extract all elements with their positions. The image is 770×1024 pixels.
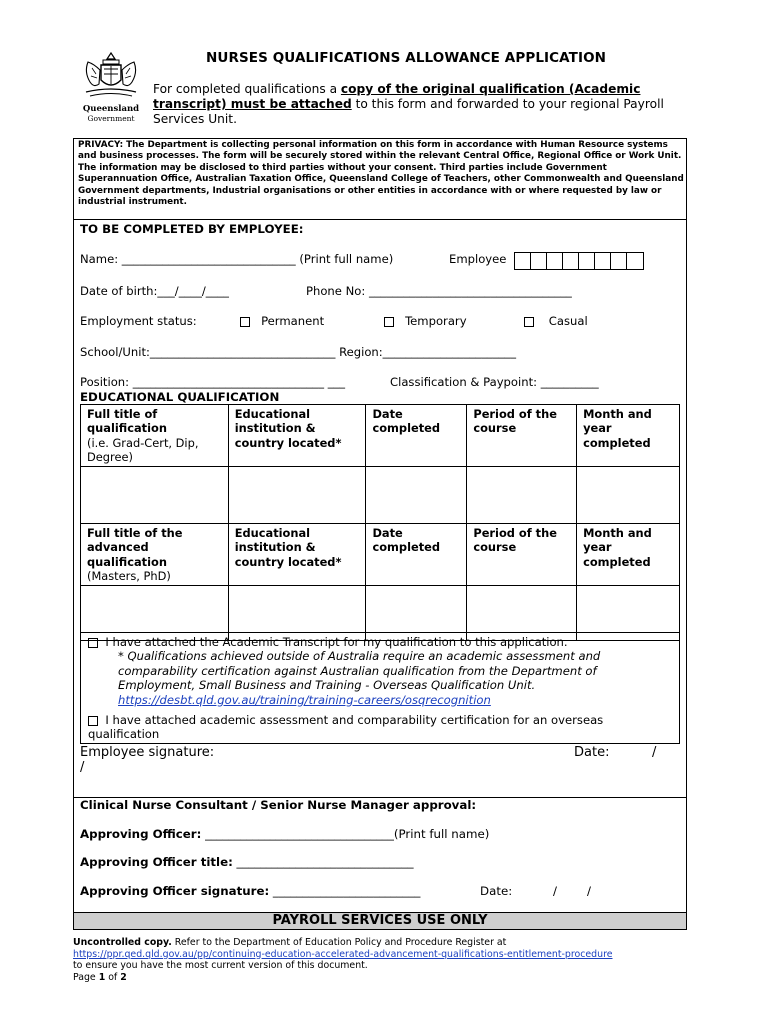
status-permanent-option[interactable]: Permanent (240, 314, 324, 328)
table-header-row (81, 524, 680, 586)
checkbox-icon[interactable] (88, 638, 98, 648)
header-cell: Date completed (366, 524, 467, 586)
ppr-link[interactable]: https://ppr.qed.qld.gov.au/pp/continuing-education-accelerated-advancement-qualifications-entitlement-procedure (73, 948, 613, 960)
checkbox-icon[interactable] (240, 317, 250, 327)
date-of-birth-field[interactable]: Date of birth:___/____/____ (80, 284, 229, 298)
classification-field[interactable]: Classification & Paypoint: __________ (390, 375, 599, 389)
input-cell[interactable] (366, 467, 467, 524)
footer: Uncontrolled copy. Refer to the Department of Education Policy and Procedure Register at https://ppr.qed.qld.gov.au/pp/continuing-education-accelerated-advancement-qualifications-entitlement-procedure to ensure you have the most current version of this document. Page 1 of 2 (73, 937, 693, 983)
crest-icon (80, 50, 142, 100)
header-cell: Full title of qualification (i.e. Grad-Cert, Dip, Degree) (81, 405, 229, 467)
input-cell[interactable] (81, 467, 229, 524)
qualification-table (80, 404, 680, 641)
qualification-heading: EDUCATIONAL QUALIFICATION (80, 390, 280, 404)
header-cell: Educational institution & country located* (228, 524, 366, 586)
employee-signature-label: Employee signature: (80, 745, 215, 760)
input-cell[interactable] (467, 467, 577, 524)
employment-status-label: Employment status: (80, 314, 197, 328)
employee-id-boxes[interactable] (514, 252, 644, 270)
header-cell: Period of the course (467, 405, 577, 467)
logo-text-queensland: Queensland (82, 104, 140, 114)
footer-uncontrolled: Uncontrolled copy. (73, 937, 172, 948)
divider (73, 219, 687, 220)
header-cell: Period of the course (467, 524, 577, 586)
header-cell: Month and year completed (577, 405, 680, 467)
overseas-checkbox-row[interactable]: I have attached academic assessment and comparability certification for an overseas qualification (88, 713, 604, 742)
header-cell: Month and year completed (577, 524, 680, 586)
page-number: Page 1 of 2 (73, 971, 127, 983)
logo-text-government: Government (87, 114, 135, 123)
date-slash: / (80, 760, 85, 775)
osq-link[interactable]: https://desbt.qld.gov.au/training/training-careers/osqrecognition (118, 692, 491, 707)
approval-date-label: Date: (480, 884, 513, 898)
employee-id-label: Employee (449, 252, 507, 266)
intro-emphasis: copy of the original qualification (Academic transcript) must be attached (153, 82, 641, 111)
form-title: NURSES QUALIFICATIONS ALLOWANCE APPLICATION (206, 50, 607, 66)
signature-date-label: Date: (574, 745, 610, 760)
school-region-field[interactable]: School/Unit:________________________________ Region:_______________________ (80, 345, 517, 359)
payroll-heading: PAYROLL SERVICES USE ONLY (73, 912, 687, 930)
table-header-row (81, 405, 680, 467)
attachment-declarations (80, 632, 680, 744)
phone-field[interactable]: Phone No: ___________________________________ (306, 284, 572, 298)
approving-officer-title-field[interactable]: Approving Officer title: ______________________________ (80, 855, 414, 869)
approving-officer-signature-field[interactable]: Approving Officer signature: _________________________ (80, 884, 421, 898)
overseas-note: * Qualifications achieved outside of Australia require an academic assessment and comparability certification against Australian qualification from the Department of Employment, Small Business and Training - Overseas Qualification Unit. (118, 649, 601, 693)
queensland-government-logo (80, 50, 142, 122)
checkbox-icon[interactable] (88, 716, 98, 726)
name-field[interactable]: Name: ______________________________ (Print full name) (80, 252, 394, 266)
approval-heading: Clinical Nurse Consultant / Senior Nurse Manager approval: (80, 798, 477, 812)
date-slash: / (652, 745, 657, 760)
input-cell[interactable] (228, 467, 366, 524)
header-cell: Educational institution & country located* (228, 405, 366, 467)
employee-section-heading: TO BE COMPLETED BY EMPLOYEE: (80, 222, 304, 236)
header-cell: Full title of the advanced qualification (Masters, PhD) (81, 524, 229, 586)
position-field[interactable]: Position: _________________________________ ___ (80, 375, 346, 389)
approving-officer-field[interactable]: Approving Officer: ________________________________(Print full name) (80, 827, 490, 841)
checkbox-icon[interactable] (384, 317, 394, 327)
intro-text: For completed qualifications a copy of the original qualification (Academic transcript) must be attached to this form and forwarded to your regional Payroll Services Unit. (153, 82, 664, 126)
table-row[interactable] (81, 467, 680, 524)
privacy-statement: PRIVACY: The Department is collecting personal information on this form in accordance with Human Resource systems and business processes. The form will be securely stored within the relevant Central Office, Regional Office or Work Unit. The information may be disclosed to third parties without your consent. Third parties include Government Superannuation Office, Australian Taxation Office, Queensland College of Teachers, other Commonwealth and Queensland Government departments, Industrial organisations or other entities in accordance with or where requested by law or industrial instrument. (78, 140, 684, 208)
checkbox-icon[interactable] (524, 317, 534, 327)
status-temporary-option[interactable]: Temporary (384, 314, 467, 328)
transcript-checkbox-row[interactable]: I have attached the Academic Transcript for my qualification to this application. (88, 635, 672, 649)
header-cell: Date completed (366, 405, 467, 467)
approval-date-field[interactable]: / / (553, 884, 591, 898)
input-cell[interactable] (577, 467, 680, 524)
status-casual-option[interactable]: Casual (524, 314, 588, 328)
